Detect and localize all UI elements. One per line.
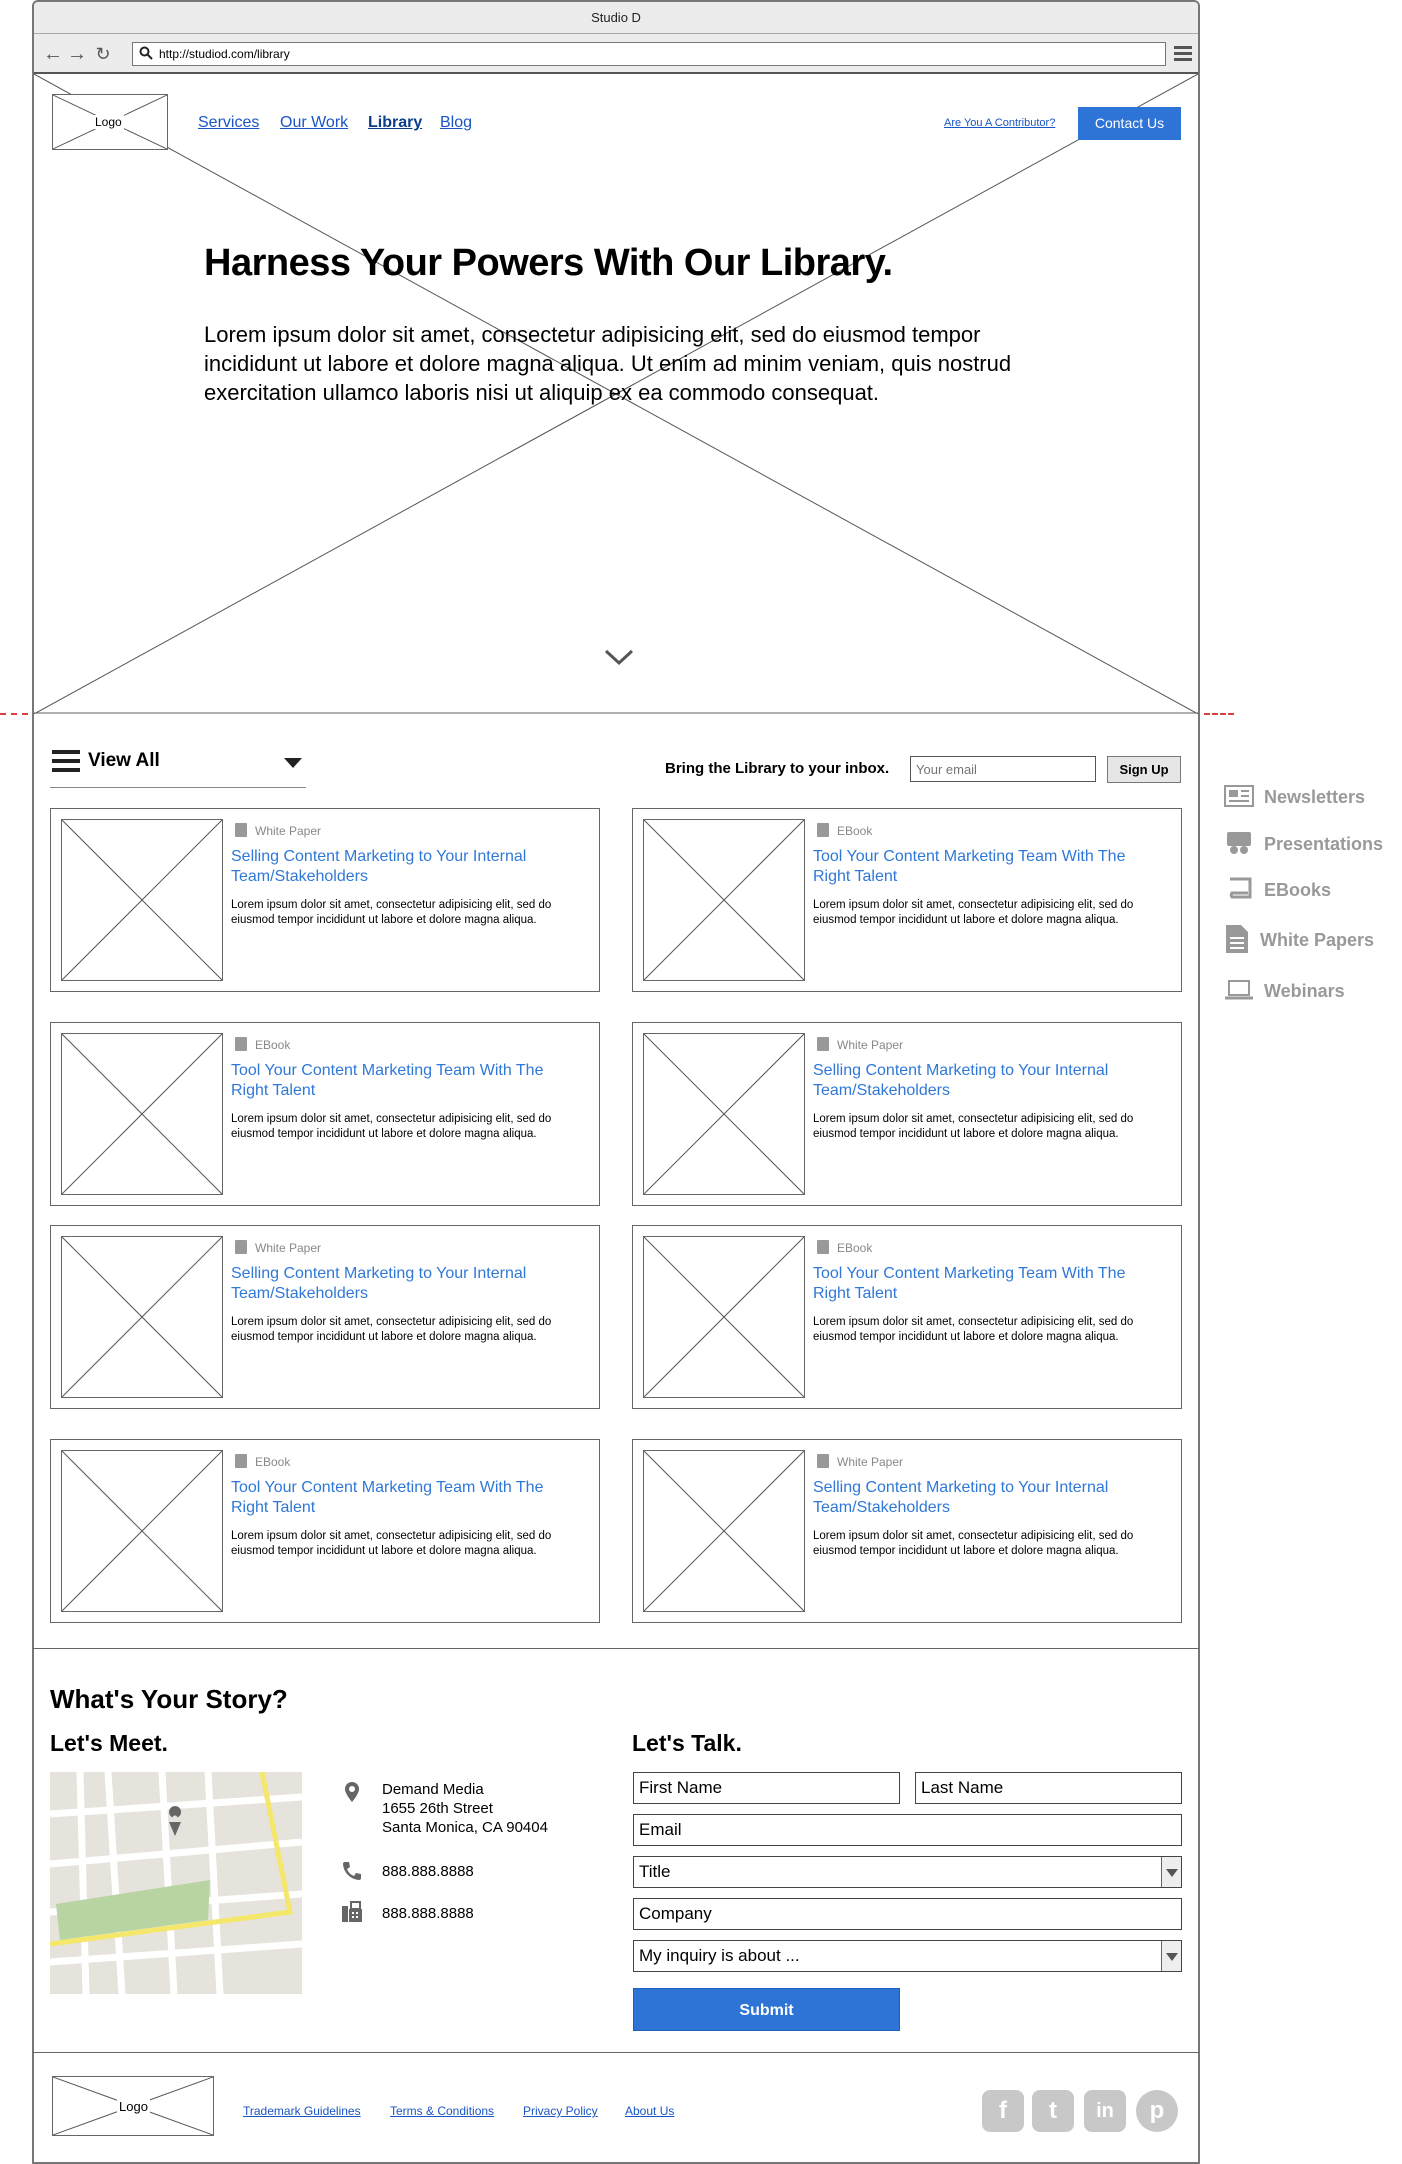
- title-select-value: Title: [639, 1862, 671, 1881]
- book-icon: [817, 823, 829, 837]
- sidebar-item-label: EBooks: [1264, 880, 1332, 900]
- card-type-label: White Paper: [837, 1038, 904, 1052]
- sidebar-item-label: White Papers: [1260, 930, 1375, 950]
- laptop-icon: [1224, 978, 1254, 1002]
- nav-blog[interactable]: Blog: [440, 114, 473, 131]
- submit-button[interactable]: Submit: [633, 1988, 900, 2031]
- library-card[interactable]: [50, 1225, 600, 1409]
- card-type: [817, 1454, 903, 1469]
- location-pin-icon: [340, 1780, 364, 1804]
- footer-link-about[interactable]: About Us: [625, 2104, 675, 2118]
- card-type-label: EBook: [255, 1038, 291, 1052]
- browser-toolbar: [34, 34, 1198, 74]
- card-title-link[interactable]: Tool Your Content Marketing Team With The Right Talent: [813, 848, 1126, 885]
- document-icon: [235, 1240, 247, 1254]
- presentation-icon: [1224, 831, 1254, 855]
- contact-us-button[interactable]: Contact Us: [1078, 107, 1181, 140]
- inquiry-select-value: My inquiry is about ...: [639, 1946, 800, 1965]
- card-image-placeholder: [643, 1236, 805, 1398]
- card-title-link[interactable]: Selling Content Marketing to Your Internal Team/Stakeholders: [813, 1479, 1109, 1516]
- card-image-placeholder: [61, 1450, 223, 1612]
- fax-number: 888.888.8888: [382, 1905, 474, 1922]
- sidebar-item-label: Presentations: [1264, 834, 1384, 854]
- card-type-label: White Paper: [255, 1241, 322, 1255]
- nav-our-work[interactable]: Our Work: [280, 114, 349, 131]
- sidebar-item-newsletters[interactable]: [1224, 784, 1365, 808]
- phone-icon: [340, 1859, 364, 1883]
- twitter-icon[interactable]: t: [1032, 2090, 1074, 2132]
- hero-text: Lorem ipsum dolor sit amet, consectetur adipisicing elit, sed do eiusmod tempor incididunt ut labore et dolore magna aliqua. Ut enim ad minim veniam, quis nostrud exercitation ullamco laboris nisi ut aliquip ex ea commodo consequat.: [204, 322, 1012, 405]
- hamburger-icon: [52, 750, 80, 774]
- newspaper-icon: [1224, 784, 1254, 808]
- facebook-icon[interactable]: f: [982, 2090, 1024, 2132]
- fax-icon: [340, 1900, 364, 1924]
- book-icon: [235, 1037, 247, 1051]
- title-select[interactable]: [633, 1856, 1182, 1888]
- window-title: Studio D: [34, 2, 1198, 34]
- footer-link-trademark[interactable]: Trademark Guidelines: [243, 2104, 361, 2118]
- card-description: Lorem ipsum dolor sit amet, consectetur adipisicing elit, sed do eiusmod tempor incididunt ut labore et dolore magna aliqua.: [813, 1530, 1134, 1557]
- library-card[interactable]: [50, 808, 600, 992]
- card-type-label: EBook: [837, 1241, 873, 1255]
- contributor-link[interactable]: Are You A Contributor?: [944, 117, 1056, 129]
- contact-heading: What's Your Story?: [50, 1684, 288, 1714]
- inbox-label: Bring the Library to your inbox.: [665, 760, 890, 777]
- document-icon: [817, 1454, 829, 1468]
- footer-logo[interactable]: [52, 2076, 214, 2136]
- sidebar-item-label: Webinars: [1264, 981, 1345, 1001]
- card-type-label: EBook: [255, 1455, 291, 1469]
- card-type: [817, 1037, 903, 1052]
- card-description: Lorem ipsum dolor sit amet, consectetur adipisicing elit, sed do eiusmod tempor incididunt ut labore et dolore magna aliqua.: [231, 1316, 552, 1343]
- hero-title: Harness Your Powers With Our Library.: [204, 242, 893, 284]
- card-type: [235, 1037, 290, 1052]
- card-description: Lorem ipsum dolor sit amet, consectetur adipisicing elit, sed do eiusmod tempor incididunt ut labore et dolore magna aliqua.: [231, 1113, 552, 1140]
- view-all-label: View All: [88, 750, 160, 771]
- footer-link-privacy[interactable]: Privacy Policy: [523, 2104, 598, 2118]
- library-card[interactable]: [632, 1439, 1182, 1623]
- document-icon: [235, 823, 247, 837]
- sidebar-item-webinars[interactable]: [1224, 978, 1345, 1002]
- footer-logo-label: Logo: [119, 2099, 148, 2114]
- library-card[interactable]: [50, 1439, 600, 1623]
- document-icon: [817, 1037, 829, 1051]
- card-image-placeholder: [643, 1450, 805, 1612]
- footer-link-terms[interactable]: Terms & Conditions: [390, 2104, 495, 2118]
- fold-marker-right: [1204, 713, 1234, 715]
- email-field[interactable]: Email: [633, 1814, 1182, 1846]
- book-icon: [1224, 877, 1254, 901]
- last-name-field[interactable]: Last Name: [915, 1772, 1182, 1804]
- card-description: Lorem ipsum dolor sit amet, consectetur adipisicing elit, sed do eiusmod tempor incididunt ut labore et dolore magna aliqua.: [813, 1316, 1134, 1343]
- caret-down-icon: [284, 758, 302, 768]
- nav-library[interactable]: Library: [368, 114, 423, 131]
- card-title-link[interactable]: Tool Your Content Marketing Team With The Right Talent: [231, 1062, 544, 1099]
- card-image-placeholder: [643, 1033, 805, 1195]
- phone-number[interactable]: 888.888.8888: [382, 1863, 474, 1880]
- signup-button[interactable]: Sign Up: [1107, 756, 1181, 783]
- inquiry-select[interactable]: [633, 1940, 1182, 1972]
- linkedin-icon[interactable]: in: [1084, 2090, 1126, 2132]
- card-title-link[interactable]: Selling Content Marketing to Your Internal Team/Stakeholders: [231, 1265, 527, 1302]
- card-image-placeholder: [61, 1033, 223, 1195]
- book-icon: [235, 1454, 247, 1468]
- card-description: Lorem ipsum dolor sit amet, consectetur adipisicing elit, sed do eiusmod tempor incididunt ut labore et dolore magna aliqua.: [231, 899, 552, 926]
- footer-divider: [33, 2052, 1199, 2053]
- card-title-link[interactable]: Selling Content Marketing to Your Internal Team/Stakeholders: [813, 1062, 1109, 1099]
- card-title-link[interactable]: Selling Content Marketing to Your Internal Team/Stakeholders: [231, 848, 527, 885]
- back-icon[interactable]: ←: [43, 43, 63, 65]
- dropdown-arrow-icon: [1161, 1857, 1181, 1887]
- card-type-label: EBook: [837, 824, 873, 838]
- library-card[interactable]: [632, 1225, 1182, 1409]
- search-icon: [139, 46, 153, 60]
- meet-heading: Let's Meet.: [50, 1730, 168, 1756]
- library-card[interactable]: [632, 808, 1182, 992]
- card-type: [817, 1240, 872, 1255]
- card-type: [235, 1454, 290, 1469]
- book-icon: [817, 1240, 829, 1254]
- location-map[interactable]: [50, 1772, 302, 1994]
- dropdown-arrow-icon: [1161, 1941, 1181, 1971]
- sidebar-item-white-papers[interactable]: [1224, 924, 1374, 954]
- library-card[interactable]: [632, 1022, 1182, 1206]
- card-type: [817, 823, 872, 838]
- newsletter-email-input[interactable]: [910, 756, 1096, 782]
- card-description: Lorem ipsum dolor sit amet, consectetur adipisicing elit, sed do eiusmod tempor incididunt ut labore et dolore magna aliqua.: [231, 1530, 552, 1557]
- card-type: [235, 1240, 321, 1255]
- logo-label: Logo: [95, 115, 122, 129]
- chevron-down-icon[interactable]: [604, 648, 634, 666]
- card-image-placeholder: [61, 1236, 223, 1398]
- browser-menu-icon[interactable]: [1174, 46, 1192, 62]
- section-divider: [33, 1648, 1199, 1649]
- pinterest-icon[interactable]: p: [1136, 2090, 1178, 2132]
- company-field[interactable]: Company: [633, 1898, 1182, 1930]
- card-description: Lorem ipsum dolor sit amet, consectetur adipisicing elit, sed do eiusmod tempor incididunt ut labore et dolore magna aliqua.: [813, 1113, 1134, 1140]
- url-bar[interactable]: [132, 42, 1166, 66]
- card-type-label: White Paper: [255, 824, 322, 838]
- view-all-dropdown[interactable]: [50, 744, 306, 788]
- sidebar-item-ebooks[interactable]: [1224, 877, 1331, 901]
- card-description: Lorem ipsum dolor sit amet, consectetur adipisicing elit, sed do eiusmod tempor incididunt ut labore et dolore magna aliqua.: [813, 899, 1134, 926]
- reload-icon[interactable]: ↻: [95, 44, 111, 64]
- address-line-1: Demand Media: [382, 1781, 484, 1798]
- logo[interactable]: [52, 94, 168, 150]
- card-type: [235, 823, 321, 838]
- library-card[interactable]: [50, 1022, 600, 1206]
- sidebar-item-label: Newsletters: [1264, 787, 1366, 807]
- address-line-3: Santa Monica, CA 90404: [382, 1819, 548, 1836]
- talk-heading: Let's Talk.: [632, 1730, 742, 1756]
- first-name-field[interactable]: First Name: [633, 1772, 900, 1804]
- forward-icon[interactable]: →: [67, 43, 87, 65]
- card-image-placeholder: [61, 819, 223, 981]
- card-title-link[interactable]: Tool Your Content Marketing Team With The Right Talent: [231, 1479, 544, 1516]
- document-icon: [1224, 924, 1250, 954]
- fold-marker-left: [0, 713, 28, 715]
- nav-services[interactable]: Services: [198, 114, 260, 131]
- address-line-2: 1655 26th Street: [382, 1800, 493, 1817]
- card-image-placeholder: [643, 819, 805, 981]
- url-text: http://studiod.com/library: [159, 47, 290, 61]
- sidebar-item-presentations[interactable]: [1224, 831, 1383, 855]
- card-type-label: White Paper: [837, 1455, 904, 1469]
- card-title-link[interactable]: Tool Your Content Marketing Team With The Right Talent: [813, 1265, 1126, 1302]
